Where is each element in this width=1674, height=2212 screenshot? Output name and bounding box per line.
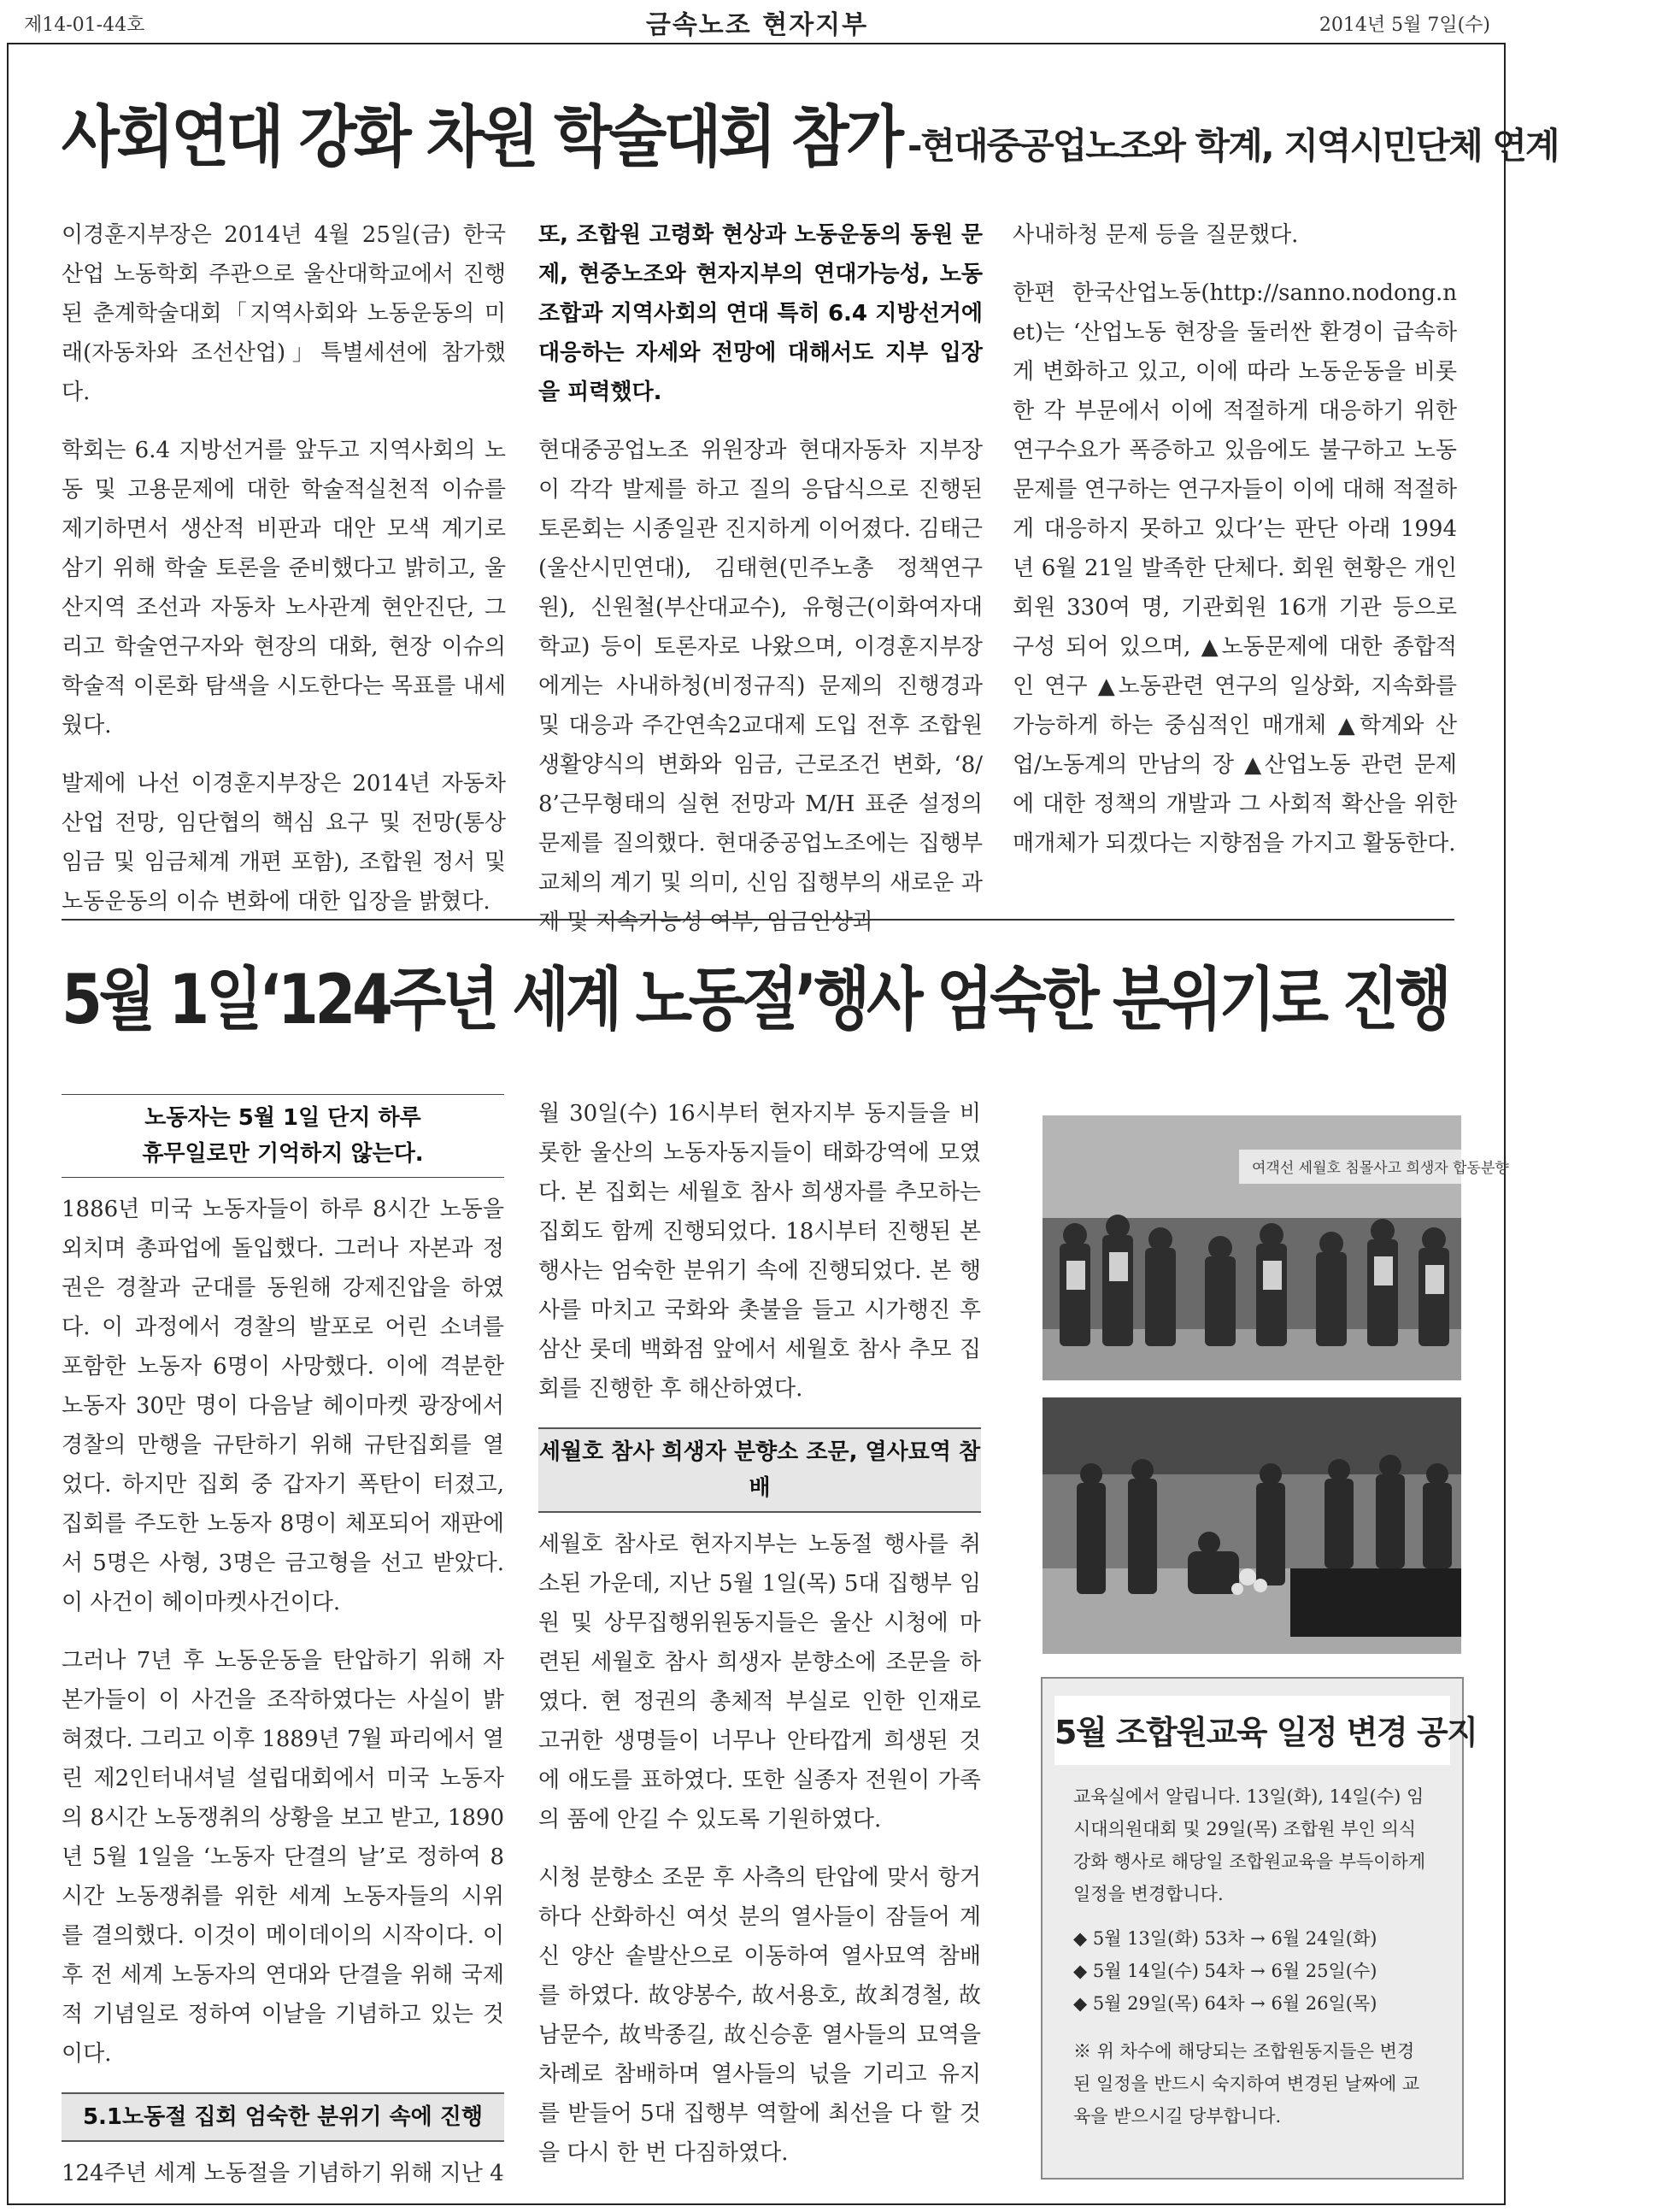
paragraph: 그러나 7년 후 노동운동을 탄압하기 위해 자본가들이 이 사건을 조작하였다는 사실이 밝혀졌다. 그리고 이후 1889년 7월 파리에서 열린 제2인터내셔널 설립대회에서 미국 노동자의 8시간 노동쟁취의 상황을 보고 받고, 1890년 5월 1일을 ‘노동자 단결의 날’로 정하여 8시간 노동쟁취를 위한 세계 노동자들의 시위를 결의했다. 이것이 메이데이의 시작이다. 이후 전 세계 노동자의 연대와 단결을 위해 국제적 기념일로 정하여 이날을 기념하고 있는 것이다. [62,1648,504,2067]
notice-footnote: ※ 위 차수에 해당되는 조합원동지들은 변경된 일정을 반드시 숙지하여 변경된 날짜에 교육을 받으시길 당부합니다. [1073,2041,1420,2127]
article1-subtitle: -현대중공업노조와 학계, 지역시민단체 연계 [907,125,1559,167]
article1-headline [62,84,1559,186]
section-divider [62,919,1454,921]
memorial-banner-text: 여객선 세월호 침몰사고 희생자 합동분향 [1252,1160,1509,1177]
article1-column-2 [538,215,983,961]
schedule-change-list [1073,1922,1431,2020]
list-item: ◆ 5월 14일(수) 54차 → 6월 25일(수) [1073,1961,1377,1981]
subhead-rally: 5.1노동절 집회 엄숙한 분위기 속에 진행 [62,2092,504,2142]
notice-intro: 교육실에서 알립니다. 13일(화), 14일(수) 임시대의원대회 및 29일(목) 조합원 부인 의식강화 행사로 해당일 조합원교육을 부득이하게 일정을 변경합니다. [1073,1786,1426,1904]
list-item: ◆ 5월 13일(화) 53차 → 6월 24일(화) [1073,1928,1377,1949]
paragraph: 이경훈지부장은 2014년 4월 25일(금) 한국산업 노동학회 주관으로 울산대학교에서 진행된 춘계학술대회「지역사회와 노동운동의 미래(자동차와 조선산업)」특별세션에 참가했다. [62,222,506,405]
list-item: ◆ 5월 29일(목) 64차 → 6월 26일(목) [1073,1993,1377,2014]
subhead-mayday-meaning: 노동자는 5월 1일 단지 하루 휴무일로만 기억하지 않는다. [62,1094,504,1178]
memorial-hall-photo [1043,1115,1509,1380]
issue-date: 2014년 5월 7일(수) [1319,15,1490,36]
article2-column-2 [538,1094,981,2191]
article2-column-1 [62,1094,504,2212]
paragraph: 1886년 미국 노동자들이 하루 8시간 노동을 외치며 총파업에 돌입했다. 그러나 자본과 정권은 경찰과 군대를 동원해 강제진압을 하였다. 이 과정에서 경찰의 발포로 어린 소녀를 포함한 노동자 6명이 사망했다. 이에 격분한 노동자 30만 명이 다음날 헤이마켓 광장에서 경찰의 만행을 규탄하기 위해 규탄집회를 열었다. 하지만 집회 중 갑자기 폭탄이 터졌고, 집회를 주도한 노동자 8명이 체포되어 재판에서 5명은 사형, 3명은 금고형을 선고 받았다. 이 사건이 헤이마켓사건이다. [62,1197,504,1615]
article1-title: 사회연대 강화 차원 학술대회 참가 [62,99,902,176]
cemetery-visit-photo [1043,1397,1461,1654]
paragraph: 한편 한국산업노동(http://sanno.nodong.net)는 ‘산업노동 현장을 둘러싼 환경이 급속하게 변화하고 있고, 이에 따라 노동운동을 비롯한 각 부문에서 이에 적절하게 대응하기 위한 연구수요가 폭증하고 있음에도 불구하고 노동문제를 연구하는 연구자들이 이에 대해 적절하게 대응하지 못하고 있다’는 판단 아래 1994년 6월 21일 발족한 단체다. 회원 현황은 개인회원 330여 명, 기관회원 16개 기관 등으로 구성 되어 있으며, ▲노동문제에 대한 종합적인 연구 ▲노동관련 연구의 일상화, 지속화를 가능하게 하는 중심적인 매개체 ▲학계와 산업/노동계의 만남의 장 ▲산업노동 관련 문제에 대한 정책의 개발과 그 사회적 확산을 위한 매개체가 되겠다는 지향점을 가지고 활동한다. [1013,280,1457,856]
subhead-memorial: 세월호 참사 희생자 분향소 조문, 열사묘역 참배 [538,1427,981,1513]
paragraph: 사내하청 문제 등을 질문했다. [1013,222,1299,248]
paragraph: 학회는 6.4 지방선거를 앞두고 지역사회의 노동 및 고용문제에 대한 학술적실천적 이슈를 제기하면서 생산적 비판과 대안 모색 계기로 삼기 위해 학술 토론을 준비했다고 밝히고, 울산지역 조선과 자동차 노사관계 현안진단, 그리고 학술연구자와 현장의 대화, 현장 이슈의 학술적 이론화 탐색을 시도한다는 목표를 내세웠다. [62,438,506,738]
article1-column-1 [62,215,506,940]
highlight-paragraph: 또, 조합원 고령화 현상과 노동운동의 동원 문제, 현중노조와 현자지부의 연대가능성, 노동조합과 지역사회의 연대 특히 6.4 지방선거에 대응하는 자세와 전망에 대해서도 지부 입장을 피력했다. [538,222,983,405]
paragraph: 124주년 세계 노동절을 기념하기 위해 지난 4 [62,2161,504,2186]
paragraph: 월 30일(수) 16시부터 현자지부 동지들을 비롯한 울산의 노동자동지들이 태화강역에 모였다. 본 집회는 세월호 참사 희생자를 추모하는 집회도 함께 진행되었다. 18시부터 진행된 본 행사는 엄숙한 분위기 속에 진행되었다. 본 행사를 마치고 국화와 촛불을 들고 시가행진 후 삼산 롯데 백화점 앞에서 세월호 참사 추모 집회를 진행한 후 해산하였다. [538,1101,981,1402]
article1-column-3 [1013,215,1457,882]
article2-headline [62,944,1463,1047]
paragraph: 시청 분향소 조문 후 사측의 탄압에 맞서 항거하다 산화하신 여섯 분의 열사들이 잠들어 계신 양산 솥발산으로 이동하여 열사묘역 참배를 하였다. 故양봉수, 故서용호, 故최경철, 故남문수, 故박종길, 故신승훈 열사들의 묘역을 차례로 참배하며 열사들의 넋을 기리고 유지를 받들어 5대 집행부 역할에 최선을 다 할 것을 다시 한 번 다짐하였다. [538,1865,981,2166]
page-header [24,0,1490,41]
paragraph: 현대중공업노조 위원장과 현대자동차 지부장이 각각 발제를 하고 질의 응답식으로 진행된 토론회는 시종일관 진지하게 이어졌다. 김태근(울산시민연대), 김태현(민주노총 정책연구원), 신원철(부산대교수), 유형근(이화여자대학교) 등이 토론자로 나왔으며, 이경훈지부장에게는 사내하청(비정규직) 문제의 진행경과 및 대응과 주간연속2교대제 도입 전후 조합원 생활양식의 변화와 임금, 근로조건 변화, ‘8/8’근무형태의 실현 전망과 M/H 표준 설정의 문제를 질의했다. 현대중공업노조에는 집행부 교체의 계기 및 의미, 신임 집행부의 새로운 과제 및 지속가능성 여부, 임금인상과 [538,438,983,935]
issue-number: 제14-01-44호 [24,15,145,36]
paragraph: 발제에 나선 이경훈지부장은 2014년 자동차산업 전망, 임단협의 핵심 요구 및 전망(통상임금 및 임금체계 개편 포함), 조합원 정서 및 노동운동의 이슈 변화에 대한 입장을 밝혔다. [62,771,506,915]
article2-title: 5월 1일‘124주년 세계 노동절’행사 엄숙한 분위기로 진행 [62,960,1448,1039]
notice-title: 5월 조합원교육 일정 변경 공지 [1054,1696,1450,1765]
education-schedule-notice [1041,1677,1477,2180]
paragraph: 세월호 참사로 현자지부는 노동절 행사를 취소된 가운데, 지난 5월 1일(목) 5대 집행부 임원 및 상무집행위원동지들은 울산 시청에 마련된 세월호 참사 희생자 분향소에 조문을 하였다. 현 정권의 총체적 부실로 인한 인재로 고귀한 생명들이 너무나 안타깝게 희생된 것에 애도를 표하였다. 또한 실종자 전원이 가족의 품에 안길 수 있도록 기원하였다. [538,1532,981,1833]
masthead: 금속노조 현자지부 [645,10,869,40]
